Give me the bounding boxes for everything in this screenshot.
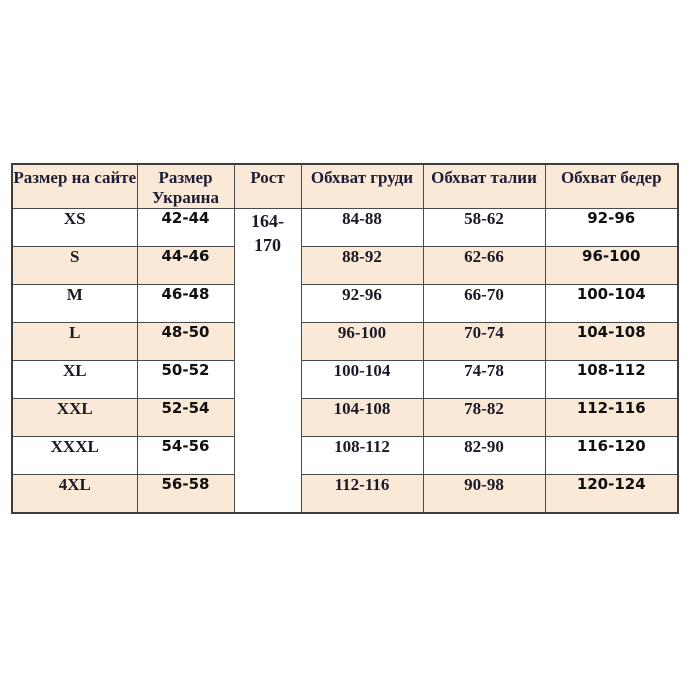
cell-waist: 66-70 <box>423 285 545 323</box>
cell-hips: 120-124 <box>545 475 678 513</box>
cell-waist: 62-66 <box>423 247 545 285</box>
cell-ukraine-size: 44-46 <box>137 247 234 285</box>
cell-waist: 90-98 <box>423 475 545 513</box>
table-row-s <box>12 247 678 285</box>
height-value-line2: 170 <box>254 235 281 255</box>
cell-site-size: XXL <box>12 399 137 437</box>
cell-waist: 82-90 <box>423 437 545 475</box>
cell-chest: 100-104 <box>301 361 423 399</box>
table-row-xxxl <box>12 437 678 475</box>
column-header-hips: Обхват бедер <box>545 164 678 209</box>
cell-chest: 92-96 <box>301 285 423 323</box>
cell-hips: 112-116 <box>545 399 678 437</box>
cell-ukraine-size: 46-48 <box>137 285 234 323</box>
cell-ukraine-size: 56-58 <box>137 475 234 513</box>
cell-site-size: S <box>12 247 137 285</box>
cell-site-size: XXXL <box>12 437 137 475</box>
cell-hips: 108-112 <box>545 361 678 399</box>
cell-height-merged <box>234 209 301 513</box>
height-value-line1: 164- <box>251 211 284 231</box>
cell-hips: 100-104 <box>545 285 678 323</box>
cell-chest: 84-88 <box>301 209 423 247</box>
column-header-size-ukraine: Размер Украина <box>137 164 234 209</box>
table-row-l <box>12 323 678 361</box>
table-header-row <box>12 164 678 209</box>
cell-site-size: M <box>12 285 137 323</box>
cell-site-size: L <box>12 323 137 361</box>
cell-site-size: 4XL <box>12 475 137 513</box>
cell-site-size: XL <box>12 361 137 399</box>
table-row-xxl <box>12 399 678 437</box>
cell-waist: 74-78 <box>423 361 545 399</box>
cell-chest: 108-112 <box>301 437 423 475</box>
cell-ukraine-size: 50-52 <box>137 361 234 399</box>
cell-hips: 92-96 <box>545 209 678 247</box>
cell-site-size: XS <box>12 209 137 247</box>
cell-chest: 112-116 <box>301 475 423 513</box>
cell-hips: 96-100 <box>545 247 678 285</box>
column-header-waist: Обхват талии <box>423 164 545 209</box>
column-header-size-site: Размер на сайте <box>12 164 137 209</box>
size-chart-table-wrap <box>11 163 677 514</box>
cell-ukraine-size: 48-50 <box>137 323 234 361</box>
table-row-xl <box>12 361 678 399</box>
size-chart-table <box>11 163 679 514</box>
cell-hips: 116-120 <box>545 437 678 475</box>
cell-chest: 88-92 <box>301 247 423 285</box>
cell-waist: 78-82 <box>423 399 545 437</box>
cell-ukraine-size: 52-54 <box>137 399 234 437</box>
cell-waist: 58-62 <box>423 209 545 247</box>
cell-waist: 70-74 <box>423 323 545 361</box>
cell-ukraine-size: 54-56 <box>137 437 234 475</box>
cell-chest: 96-100 <box>301 323 423 361</box>
table-row-xs <box>12 209 678 247</box>
table-row-m <box>12 285 678 323</box>
cell-chest: 104-108 <box>301 399 423 437</box>
table-row-4xl <box>12 475 678 513</box>
cell-ukraine-size: 42-44 <box>137 209 234 247</box>
column-header-chest: Обхват груди <box>301 164 423 209</box>
column-header-height: Рост <box>234 164 301 209</box>
cell-hips: 104-108 <box>545 323 678 361</box>
